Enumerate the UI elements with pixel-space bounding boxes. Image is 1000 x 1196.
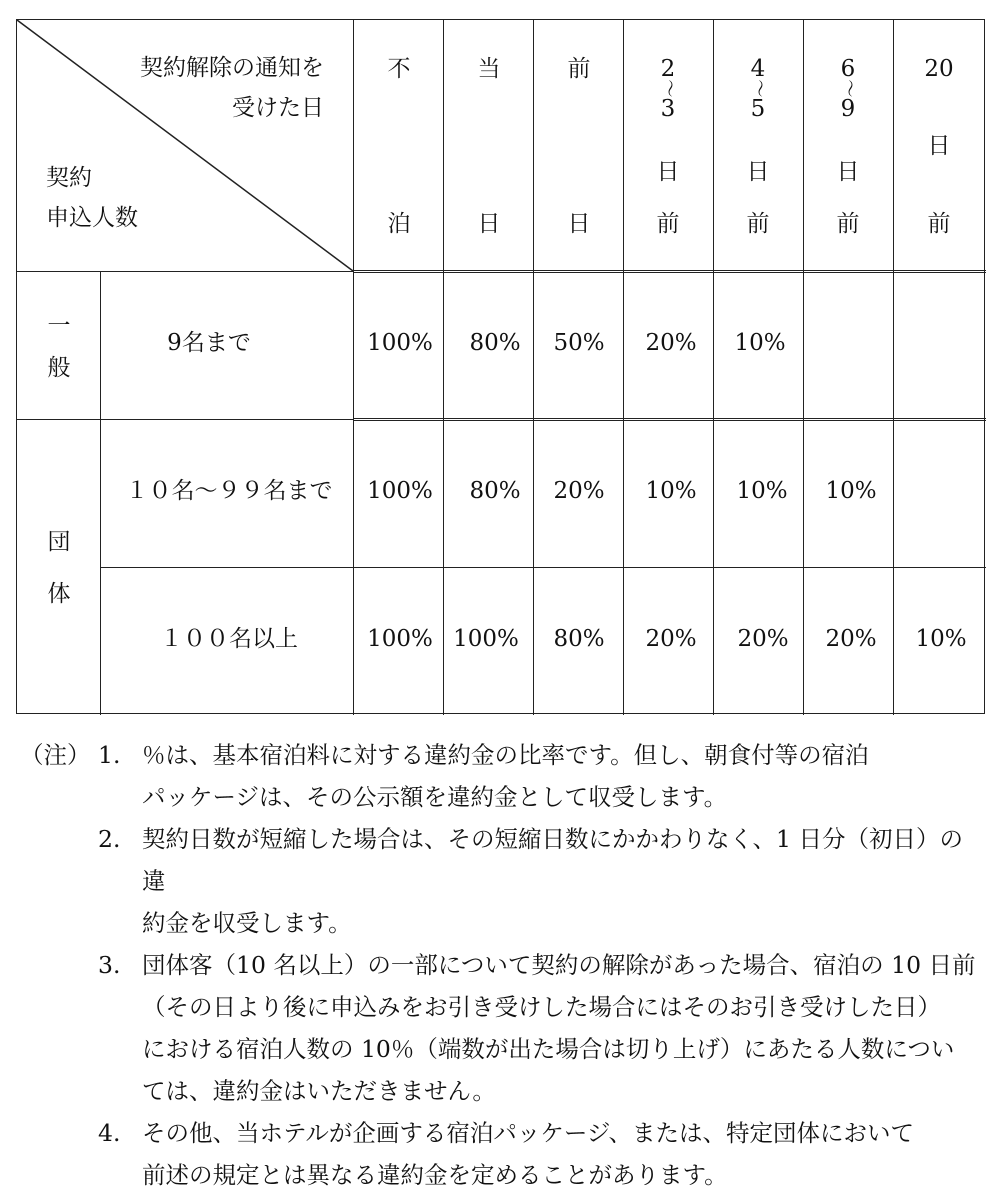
col-header-text: 日 (656, 159, 680, 185)
grid-line (533, 20, 534, 715)
note-line: ては、違約金はいただきません。 (142, 1077, 496, 1105)
note-number: 4. (98, 1119, 121, 1147)
header-applicants-line2: 申込人数 (46, 205, 138, 231)
note-body (142, 734, 980, 818)
col-header-prev-day-top: 前 (567, 56, 591, 82)
col-header-text: 日 (927, 133, 951, 159)
tilde-mark: ～ (658, 79, 680, 98)
note-number: 2. (98, 825, 121, 853)
col-header-20-days: 20 (924, 56, 954, 82)
table-cell: 20% (825, 626, 877, 652)
col-header-prev-day-bottom: 日 (567, 211, 591, 237)
note-line: 契約日数が短縮した場合は、その短縮日数にかかわりなく、1 日分（初日）の違 (142, 825, 963, 895)
note-body (142, 1112, 980, 1196)
col-header-same-day-bottom: 日 (477, 211, 501, 237)
note-line: （その日より後に申込みをお引き受けした場合にはそのお引き受けした日） (142, 993, 941, 1021)
header-notice-date-line1: 契約解除の通知を (140, 55, 324, 81)
col-header-text: 前 (927, 211, 951, 237)
col-header-text: 前 (656, 211, 680, 237)
col-header-no-show-bottom: 泊 (387, 211, 411, 237)
group-group-char1: 団 (47, 529, 71, 555)
col-header-2-3-days (658, 56, 680, 122)
col-header-text: 3 (660, 95, 676, 122)
note-line: 約金を収受します。 (142, 909, 352, 937)
grid-line (17, 419, 353, 420)
grid-line (713, 20, 714, 715)
table-cell: 20% (645, 330, 697, 356)
tilde-mark: ～ (838, 79, 860, 98)
group-general-char1: 一 (47, 313, 71, 339)
col-header-4-5-days (748, 56, 770, 122)
note-line: における宿泊人数の 10％（端数が出た場合は切り上げ）にあたる人数につい (142, 1035, 955, 1063)
grid-line (803, 20, 804, 715)
notes-section (20, 734, 980, 1196)
grid-line (353, 418, 986, 421)
grid-line (353, 270, 986, 273)
table-cell: 10% (645, 478, 697, 504)
row-label: １００名以上 (160, 626, 298, 652)
table-cell: 20% (645, 626, 697, 652)
row-label: １０名～９９名まで (125, 478, 333, 504)
col-header-text: 前 (836, 211, 860, 237)
note-item-4 (20, 1112, 980, 1196)
grid-line (443, 20, 444, 715)
table-cell: 80% (469, 478, 521, 504)
col-header-no-show-top: 不 (387, 56, 411, 82)
note-body (142, 818, 980, 944)
note-number: 3. (98, 951, 121, 979)
note-line: パッケージは、その公示額を違約金として収受します。 (142, 783, 728, 811)
note-item-2 (20, 818, 980, 944)
note-line: ％は、基本宿泊料に対する違約金の比率です。但し、朝食付等の宿泊 (142, 741, 869, 769)
col-header-text: 2 (660, 56, 676, 82)
col-header-text: 4 (750, 56, 766, 82)
grid-line (623, 20, 624, 715)
table-cell: 100% (367, 478, 433, 504)
table-cell: 100% (367, 626, 433, 652)
grid-line (893, 20, 894, 715)
grid-line (100, 272, 101, 715)
group-group-char2: 体 (47, 581, 71, 607)
table-cell: 50% (553, 330, 605, 356)
note-line: 前述の規定とは異なる違約金を定めることがあります。 (142, 1161, 728, 1189)
note-line: その他、当ホテルが企画する宿泊パッケージ、または、特定団体において (142, 1119, 914, 1147)
table-cell: 80% (553, 626, 605, 652)
table-cell: 20% (553, 478, 605, 504)
note-number: 1. (98, 741, 121, 769)
header-applicants-line1: 契約 (46, 165, 92, 191)
col-header-text: 日 (836, 159, 860, 185)
col-header-text: 前 (746, 211, 770, 237)
header-notice-date-line2: 受けた日 (232, 95, 324, 121)
cancellation-fee-table (16, 19, 985, 714)
grid-line (100, 567, 986, 568)
table-cell: 100% (453, 626, 519, 652)
group-general-char2: 般 (47, 355, 71, 381)
note-item-1 (20, 734, 980, 818)
table-cell: 10% (825, 478, 877, 504)
notes-prefix: （注） (20, 741, 91, 769)
col-header-text: 日 (746, 159, 770, 185)
note-body (142, 944, 980, 1112)
table-cell: 20% (737, 626, 789, 652)
col-header-same-day-top: 当 (477, 56, 501, 82)
note-line: 団体客（10 名以上）の一部について契約の解除があった場合、宿泊の 10 日前 (142, 951, 976, 979)
note-item-3 (20, 944, 980, 1112)
col-header-text: 9 (840, 95, 856, 122)
col-header-text: 6 (840, 56, 856, 82)
row-label: 9名まで (167, 330, 251, 356)
col-header-6-9-days (838, 56, 860, 122)
table-cell: 100% (367, 330, 433, 356)
tilde-mark: ～ (748, 79, 770, 98)
table-cell: 10% (915, 626, 967, 652)
col-header-text: 5 (750, 95, 766, 122)
table-cell: 10% (734, 330, 786, 356)
table-cell: 80% (469, 330, 521, 356)
table-cell: 10% (736, 478, 788, 504)
